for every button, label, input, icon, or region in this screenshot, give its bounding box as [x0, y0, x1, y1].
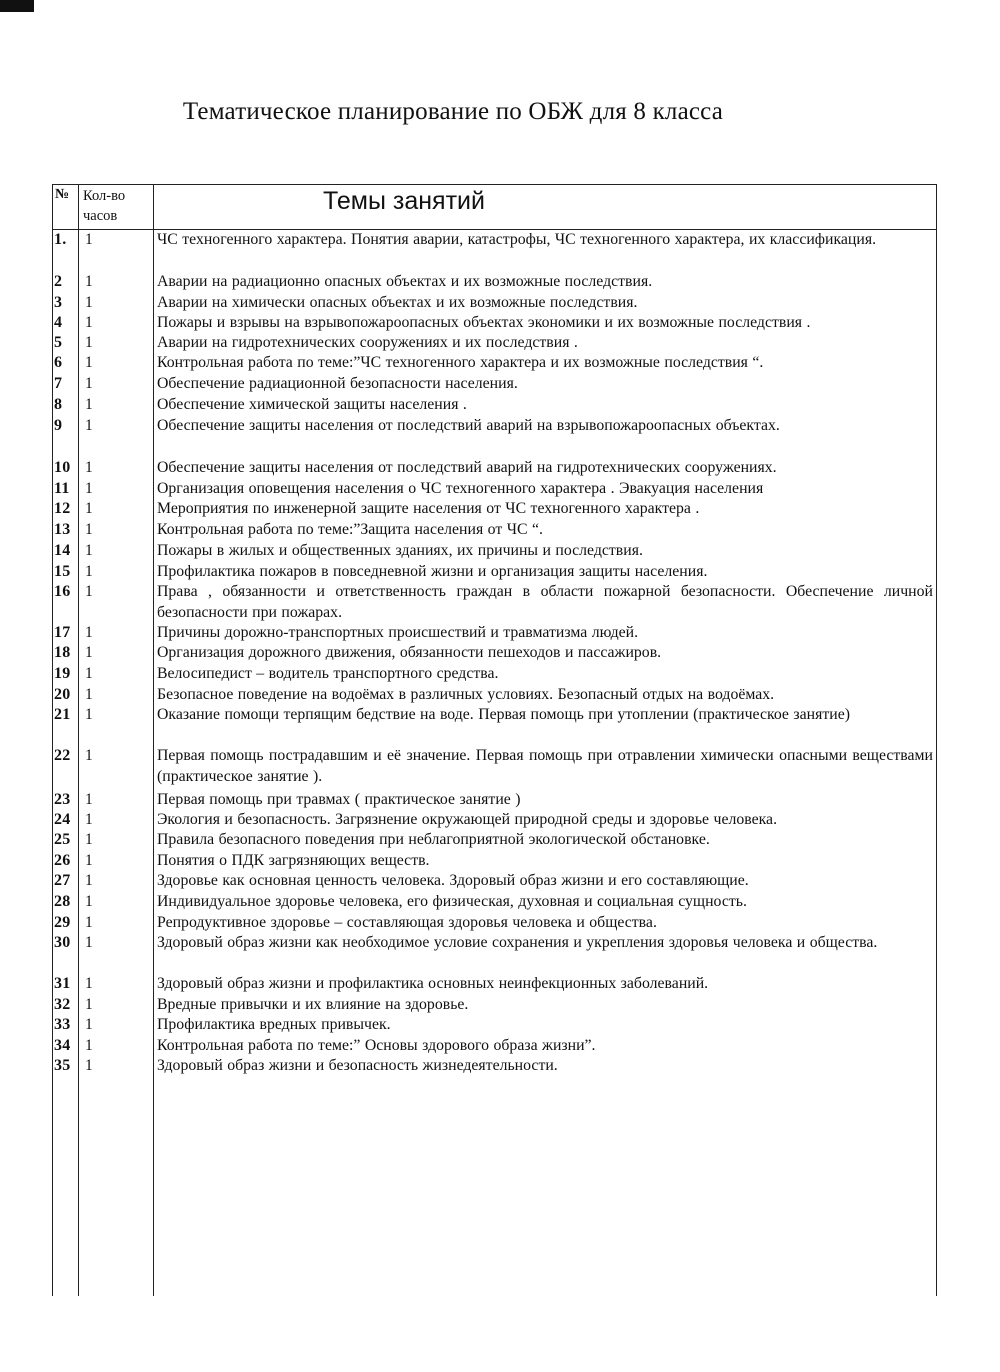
row-hours: 1 — [85, 231, 93, 248]
row-topic: Оказание помощи терпящим бедствие на воде. Первая помощь при утоплении (практическое занятие) — [157, 706, 850, 723]
header-number: № — [55, 187, 70, 202]
row-number: 23 — [54, 791, 71, 808]
row-topic: ЧС техногенного характера. Понятия аварии, катастрофы, ЧС техногенного характера, их классификация. — [157, 231, 877, 248]
row-topic: Здоровье как основная ценность человека. Здоровый образ жизни и его составляющие. — [157, 872, 749, 889]
row-number: 30 — [54, 934, 71, 951]
row-topic: Обеспечение химической защиты населения . — [157, 396, 467, 413]
row-topic: Профилактика пожаров в повседневной жизни и организация защиты населения. — [157, 563, 708, 580]
row-number: 33 — [54, 1016, 71, 1033]
row-hours: 1 — [85, 747, 93, 764]
row-topic: Первая помощь пострадавшим и её значение. Первая помощь при отравлении химически опасными веществами (практическое занятие ). — [157, 747, 933, 785]
column-divider — [78, 185, 79, 1296]
row-topic: Контрольная работа по теме:”ЧС техногенного характера и их возможные последствия “. — [157, 354, 764, 371]
row-topic: Организация оповещения населения о ЧС техногенного характера . Эвакуация населения — [157, 480, 764, 497]
row-number: 4 — [54, 314, 63, 331]
row-number: 10 — [54, 459, 71, 476]
row-number: 31 — [54, 975, 71, 992]
row-topic: Обеспечение защиты населения от последствий аварий на гидротехнических сооружениях. — [157, 459, 777, 476]
row-hours: 1 — [85, 417, 93, 434]
row-hours: 1 — [85, 459, 93, 476]
row-number: 12 — [54, 500, 71, 517]
row-number: 35 — [54, 1057, 71, 1074]
header-hours-count: Кол-во часов — [83, 188, 126, 224]
row-topic: Аварии на химически опасных объектах и их возможные последствия. — [157, 294, 638, 311]
row-topic: Первая помощь при травмах ( практическое занятие ) — [157, 791, 521, 808]
row-number: 11 — [54, 480, 70, 497]
row-hours: 1 — [85, 1057, 93, 1074]
row-hours: 1 — [85, 624, 93, 641]
row-topic: Понятия о ПДК загрязняющих веществ. — [157, 852, 430, 869]
row-hours: 1 — [85, 480, 93, 497]
row-topic: Организация дорожного движения, обязанности пешеходов и пассажиров. — [157, 644, 662, 661]
column-divider — [153, 185, 154, 1296]
row-topic: Вредные привычки и их влияние на здоровье. — [157, 996, 469, 1013]
row-topic: Пожары и взрывы на взрывопожароопасных объектах экономики и их возможные последствия . — [157, 314, 811, 331]
row-number: 32 — [54, 996, 71, 1013]
row-number: 1. — [54, 231, 67, 248]
row-hours: 1 — [85, 396, 93, 413]
row-number: 21 — [54, 706, 71, 723]
row-topic: Права , обязанности и ответственность граждан в области пожарной безопасности. Обеспечение личной безопасности при пожарах. — [157, 583, 933, 621]
row-topic: Правила безопасного поведения при неблагоприятной экологической обстановке. — [157, 831, 710, 848]
row-number: 24 — [54, 811, 71, 828]
row-topic: Индивидуальное здоровье человека, его физическая, духовная и социальная сущность. — [157, 893, 747, 910]
row-hours: 1 — [85, 831, 93, 848]
row-number: 15 — [54, 563, 71, 580]
row-hours: 1 — [85, 314, 93, 331]
header-topics: Темы занятий — [323, 187, 485, 215]
row-topic: Экология и безопасность. Загрязнение окружающей природной среды и здоровье человека. — [157, 811, 778, 828]
row-number: 2 — [54, 273, 63, 290]
row-topic: Здоровый образ жизни как необходимое условие сохранения и укрепления здоровья человека и общества. — [157, 934, 878, 951]
row-topic: Репродуктивное здоровье – составляющая здоровья человека и общества. — [157, 914, 657, 931]
row-number: 26 — [54, 852, 71, 869]
row-topic: Контрольная работа по теме:” Основы здорового образа жизни”. — [157, 1037, 596, 1054]
row-hours: 1 — [85, 934, 93, 951]
row-topic: Аварии на гидротехнических сооружениях и их последствия . — [157, 334, 578, 351]
row-topic: Мероприятия по инженерной защите населения от ЧС техногенного характера . — [157, 500, 700, 517]
row-number: 3 — [54, 294, 63, 311]
row-hours: 1 — [85, 852, 93, 869]
row-number: 6 — [54, 354, 63, 371]
row-hours: 1 — [85, 542, 93, 559]
row-topic: Пожары в жилых и общественных зданиях, их причины и последствия. — [157, 542, 643, 559]
row-hours: 1 — [85, 563, 93, 580]
row-hours: 1 — [85, 375, 93, 392]
row-topic: Обеспечение защиты населения от последствий аварий на взрывопожароопасных объектах. — [157, 417, 780, 434]
row-hours: 1 — [85, 583, 93, 600]
row-hours: 1 — [85, 872, 93, 889]
row-hours: 1 — [85, 686, 93, 703]
row-number: 27 — [54, 872, 71, 889]
row-hours: 1 — [85, 665, 93, 682]
row-topic: Контрольная работа по теме:”Защита населения от ЧС “. — [157, 521, 543, 538]
row-number: 22 — [54, 747, 71, 764]
row-number: 5 — [54, 334, 63, 351]
row-number: 9 — [54, 417, 63, 434]
row-number: 7 — [54, 375, 63, 392]
row-hours: 1 — [85, 273, 93, 290]
row-number: 34 — [54, 1037, 71, 1054]
row-hours: 1 — [85, 500, 93, 517]
row-topic: Здоровый образ жизни и профилактика основных неинфекционных заболеваний. — [157, 975, 709, 992]
row-hours: 1 — [85, 975, 93, 992]
row-topic: Аварии на радиационно опасных объектах и их возможные последствия. — [157, 273, 653, 290]
row-number: 28 — [54, 893, 71, 910]
row-number: 20 — [54, 686, 71, 703]
row-hours: 1 — [85, 334, 93, 351]
topics-table — [52, 184, 937, 1296]
row-topic: Причины дорожно-транспортных происшествий и травматизма людей. — [157, 624, 639, 641]
row-topic: Обеспечение радиационной безопасности населения. — [157, 375, 518, 392]
row-hours: 1 — [85, 996, 93, 1013]
row-topic: Велосипедист – водитель транспортного средства. — [157, 665, 499, 682]
page-title: Тематическое планирование по ОБЖ для 8 класса — [182, 98, 724, 125]
row-hours: 1 — [85, 294, 93, 311]
row-topic: Профилактика вредных привычек. — [157, 1016, 391, 1033]
row-number: 14 — [54, 542, 71, 559]
row-hours: 1 — [85, 644, 93, 661]
row-hours: 1 — [85, 1037, 93, 1054]
row-number: 18 — [54, 644, 71, 661]
row-hours: 1 — [85, 706, 93, 723]
row-hours: 1 — [85, 893, 93, 910]
row-hours: 1 — [85, 811, 93, 828]
row-hours: 1 — [85, 354, 93, 371]
row-number: 17 — [54, 624, 71, 641]
scan-corner-mark — [0, 0, 34, 12]
row-number: 16 — [54, 583, 71, 600]
row-hours: 1 — [85, 791, 93, 808]
row-topic: Безопасное поведение на водоёмах в различных условиях. Безопасный отдых на водоёмах. — [157, 686, 775, 703]
row-number: 29 — [54, 914, 71, 931]
row-hours: 1 — [85, 521, 93, 538]
row-number: 8 — [54, 396, 63, 413]
row-hours: 1 — [85, 914, 93, 931]
row-hours: 1 — [85, 1016, 93, 1033]
row-number: 25 — [54, 831, 71, 848]
row-number: 13 — [54, 521, 71, 538]
row-topic: Здоровый образ жизни и безопасность жизнедеятельности. — [157, 1057, 558, 1074]
row-number: 19 — [54, 665, 71, 682]
